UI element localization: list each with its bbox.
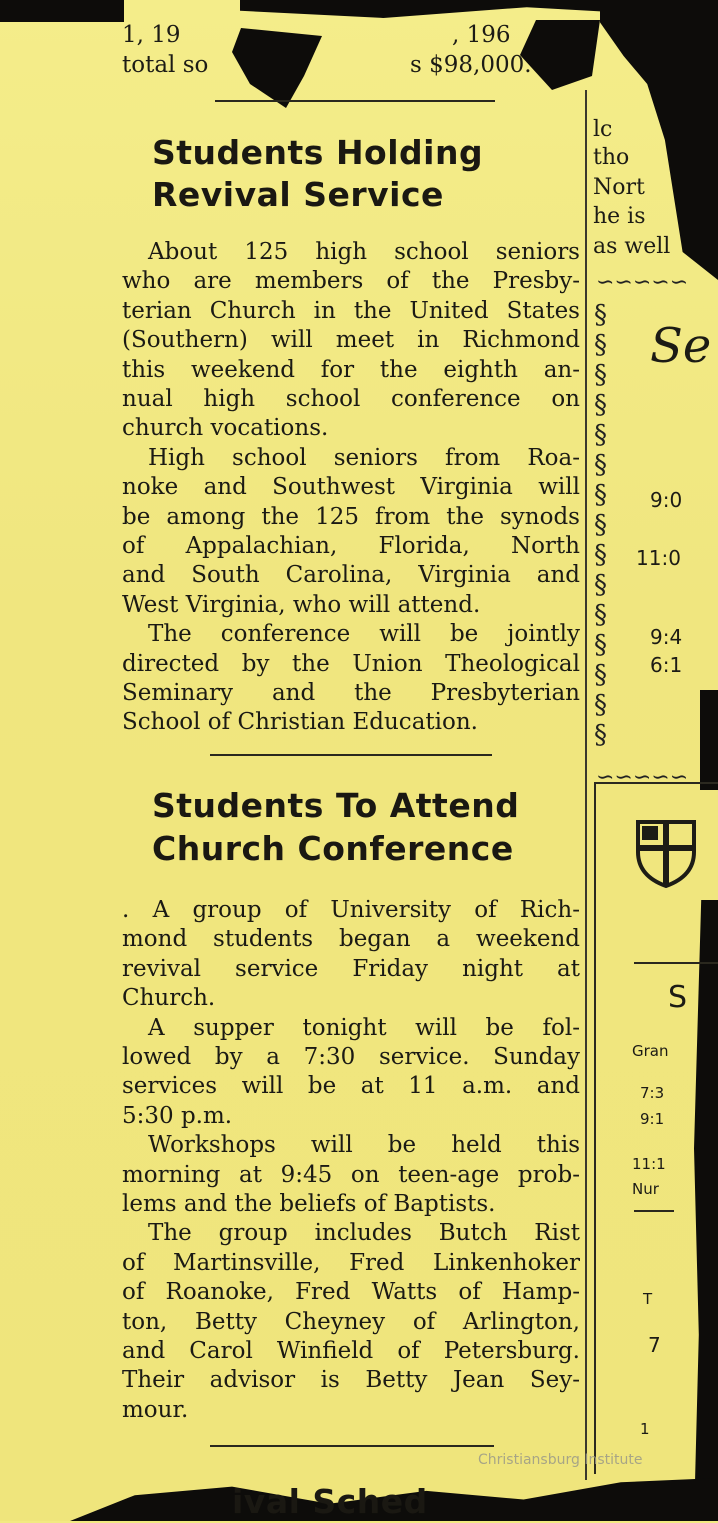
ad-border-swirl-top: ∽∽∽∽∽ bbox=[596, 270, 689, 295]
ad-border-swirl-bottom: ∽∽∽∽∽ bbox=[596, 765, 689, 790]
article2-line: revival service Friday night at bbox=[122, 955, 580, 982]
ad2-rule bbox=[634, 962, 718, 964]
article1-line: be among the 125 from the synods bbox=[122, 503, 580, 530]
top-fragment-line1-right: , 196 bbox=[452, 22, 511, 48]
article2-line: morning at 9:45 on teen-age prob- bbox=[122, 1161, 580, 1188]
top-fragment-line2-right: s $98,000. bbox=[410, 52, 532, 78]
ad2-line-4: 11:1 bbox=[632, 1155, 666, 1173]
article1-headline-line2: Revival Service bbox=[152, 175, 444, 214]
ad1-time-4: 6:1 bbox=[650, 653, 683, 677]
article2-line: ton, Betty Cheyney of Arlington, bbox=[122, 1308, 580, 1335]
divider-top bbox=[215, 100, 495, 102]
watermark-text: Christiansburg Institute bbox=[478, 1452, 643, 1468]
right-frag-line-2: tho bbox=[593, 145, 630, 170]
shield-icon bbox=[634, 818, 698, 888]
article1-line: terian Church in the United States bbox=[122, 297, 580, 324]
article2-line: mond students began a weekend bbox=[122, 926, 580, 953]
article1-line: directed by the Union Theological bbox=[122, 650, 580, 677]
right-frag-line-3: Nort bbox=[593, 175, 645, 200]
article2-headline-line1: Students To Attend bbox=[152, 786, 520, 825]
article1-headline-line1: Students Holding bbox=[152, 133, 484, 172]
article2-line: mour. bbox=[122, 1396, 189, 1423]
ad2-line-1: Gran bbox=[632, 1042, 669, 1060]
article1-line: School of Christian Education. bbox=[122, 709, 478, 736]
article2-line: Church. bbox=[122, 985, 216, 1012]
ad2-line-6: T bbox=[643, 1290, 653, 1308]
article2-line: Workshops will be held this bbox=[148, 1132, 580, 1159]
article2-line: A supper tonight will be fol- bbox=[148, 1014, 580, 1041]
ad1-time-3: 9:4 bbox=[650, 625, 683, 649]
article2-line: and Carol Winfield of Petersburg. bbox=[122, 1338, 580, 1364]
article2-line: lems and the beliefs of Baptists. bbox=[122, 1191, 496, 1217]
article1-line: About 125 high school seniors bbox=[148, 239, 580, 265]
article1-line: who are members of the Presby- bbox=[122, 268, 580, 295]
divider-bottom bbox=[210, 1445, 494, 1447]
article2-line: lowed by a 7:30 service. Sunday bbox=[122, 1044, 580, 1070]
article2-line: of Roanoke, Fred Watts of Hamp- bbox=[122, 1279, 580, 1306]
article1-line: West Virginia, who will attend. bbox=[122, 591, 481, 618]
article2-headline-line2: Church Conference bbox=[152, 829, 514, 868]
ad2-line-3: 9:1 bbox=[640, 1110, 665, 1128]
ad1-title: Se bbox=[650, 318, 712, 374]
ad1-time-1: 9:0 bbox=[650, 488, 683, 512]
column-divider bbox=[585, 90, 587, 1480]
article2-line: . A group of University of Rich- bbox=[122, 897, 580, 923]
ad2-line-5: Nur bbox=[632, 1180, 659, 1198]
right-frag-line-4: he is bbox=[593, 204, 646, 229]
ad2-line-2: 7:3 bbox=[640, 1084, 665, 1102]
ad1-time-2: 11:0 bbox=[636, 546, 681, 570]
right-frag-line-1: lc bbox=[593, 117, 613, 142]
article2-line: of Martinsville, Fred Linkenhoker bbox=[122, 1249, 580, 1276]
ad2-rule-2 bbox=[634, 1210, 674, 1212]
article1-line: (Southern) will meet in Richmond bbox=[122, 327, 580, 354]
top-fragment-line1: 1, 19 bbox=[122, 22, 181, 48]
article1-line: church vocations. bbox=[122, 415, 329, 442]
article1-line: nual high school conference on bbox=[122, 386, 580, 412]
article1-line: The conference will be jointly bbox=[148, 621, 580, 648]
article1-line: High school seniors from Roa- bbox=[148, 444, 580, 471]
torn-edge-top-left bbox=[0, 0, 124, 22]
ad2-title: S bbox=[668, 980, 688, 1015]
article2-line: The group includes Butch Rist bbox=[148, 1220, 580, 1247]
article1-line: of Appalachian, Florida, North bbox=[122, 533, 580, 559]
ad2-line-7: 7 bbox=[648, 1333, 661, 1357]
bottom-headline-fragment: ival Sched bbox=[232, 1482, 428, 1521]
torn-edge-right-mid bbox=[700, 690, 718, 790]
article1-line: Seminary and the Presbyterian bbox=[122, 680, 580, 706]
article1-line: noke and Southwest Virginia will bbox=[122, 474, 580, 501]
ad2-line-8: 1 bbox=[640, 1420, 650, 1438]
right-frag-line-5: as well bbox=[593, 234, 671, 259]
article2-line: Their advisor is Betty Jean Sey- bbox=[122, 1367, 580, 1394]
article1-line: this weekend for the eighth an- bbox=[122, 356, 580, 383]
article1-line: and South Carolina, Virginia and bbox=[122, 562, 580, 589]
top-fragment-line2: total so bbox=[122, 52, 209, 78]
article2-line: 5:30 p.m. bbox=[122, 1102, 233, 1129]
divider-middle bbox=[210, 754, 492, 756]
ad-border-swirl-side: § § § § § § § § § § § § § § § bbox=[594, 300, 607, 750]
article2-line: services will be at 11 a.m. and bbox=[122, 1073, 580, 1100]
